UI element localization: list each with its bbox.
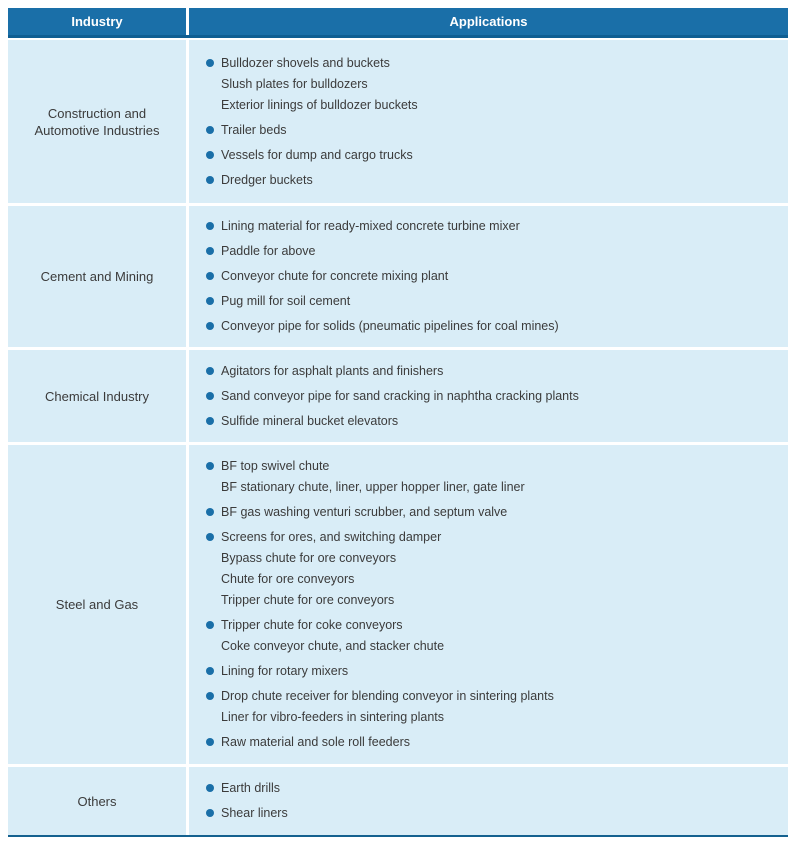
application-item xyxy=(206,120,778,141)
application-text: Vessels for dump and cargo trucks xyxy=(221,147,413,162)
application-text: Shear liners xyxy=(221,806,288,820)
industry-cell: Chemical Industry xyxy=(8,350,189,442)
application-group xyxy=(206,803,778,824)
application-item xyxy=(206,53,778,74)
application-group xyxy=(206,170,778,191)
industry-cell: Others xyxy=(8,767,189,835)
industry-cell: Construction and Automotive Industries xyxy=(8,40,189,203)
application-group xyxy=(206,615,778,657)
bullet-icon xyxy=(206,667,214,675)
table-row xyxy=(8,38,788,203)
application-text: Raw material and sole roll feeders xyxy=(221,735,410,749)
application-item xyxy=(206,216,778,237)
bullet-icon xyxy=(206,272,214,280)
application-item xyxy=(206,636,778,657)
application-item xyxy=(206,590,778,611)
application-text: Tripper chute for coke conveyors xyxy=(221,618,403,632)
applications-column-header: Applications xyxy=(449,14,528,29)
application-item xyxy=(206,170,778,191)
application-item xyxy=(206,361,778,382)
applications-cell xyxy=(189,445,788,764)
application-item xyxy=(206,615,778,636)
bullet-icon xyxy=(206,417,214,425)
bullet-icon xyxy=(206,809,214,817)
application-text: BF stationary chute, liner, upper hopper liner, gate liner xyxy=(221,480,525,494)
application-group xyxy=(206,411,778,432)
application-text: BF top swivel chute xyxy=(221,459,330,473)
industry-cell: Steel and Gas xyxy=(8,445,189,764)
application-item xyxy=(206,456,778,477)
industry-column-header: Industry xyxy=(8,8,189,35)
application-item xyxy=(206,778,778,799)
application-item xyxy=(206,686,778,707)
application-group xyxy=(206,145,778,166)
application-group xyxy=(206,216,778,237)
application-text: Sulfide mineral bucket elevators xyxy=(221,413,399,428)
bullet-icon xyxy=(206,59,214,67)
table-body xyxy=(8,38,788,835)
application-group xyxy=(206,502,778,523)
application-text: Dredger buckets xyxy=(221,172,313,187)
bullet-icon xyxy=(206,462,214,470)
application-group xyxy=(206,53,778,116)
bullet-icon xyxy=(206,297,214,305)
application-text: Earth drills xyxy=(221,781,281,795)
application-item xyxy=(206,502,778,523)
table-header-row xyxy=(8,8,788,38)
application-item xyxy=(206,569,778,590)
application-group xyxy=(206,527,778,611)
industry-applications-table xyxy=(8,8,788,837)
application-text: Trailer beds xyxy=(221,122,287,137)
application-group xyxy=(206,456,778,498)
applications-cell xyxy=(189,40,788,203)
application-text: Lining for rotary mixers xyxy=(221,664,349,678)
bullet-icon xyxy=(206,533,214,541)
application-text: Lining material for ready-mixed concrete turbine mixer xyxy=(221,219,520,233)
table-row xyxy=(8,347,788,442)
bullet-icon xyxy=(206,392,214,400)
application-item xyxy=(206,477,778,498)
application-text: BF gas washing venturi scrubber, and septum valve xyxy=(221,505,508,519)
table-row xyxy=(8,764,788,835)
table-row xyxy=(8,203,788,347)
application-group xyxy=(206,686,778,728)
application-item xyxy=(206,95,778,116)
application-text: Tripper chute for ore conveyors xyxy=(221,593,395,607)
application-text: Conveyor chute for concrete mixing plant xyxy=(221,269,449,283)
application-text: Bulldozer shovels and buckets xyxy=(221,55,390,70)
application-group xyxy=(206,241,778,262)
application-text: Agitators for asphalt plants and finishers xyxy=(221,363,444,378)
bullet-icon xyxy=(206,126,214,134)
application-text: Paddle for above xyxy=(221,244,316,258)
application-item xyxy=(206,527,778,548)
application-text: Bypass chute for ore conveyors xyxy=(221,551,397,565)
application-text: Chute for ore conveyors xyxy=(221,572,355,586)
application-group xyxy=(206,120,778,141)
bullet-icon xyxy=(206,151,214,159)
application-group xyxy=(206,778,778,799)
bullet-icon xyxy=(206,222,214,230)
application-item xyxy=(206,291,778,312)
application-group xyxy=(206,661,778,682)
bullet-icon xyxy=(206,247,214,255)
application-text: Liner for vibro-feeders in sintering plants xyxy=(221,710,445,724)
application-text: Sand conveyor pipe for sand cracking in naphtha cracking plants xyxy=(221,388,579,403)
application-group xyxy=(206,291,778,312)
application-item xyxy=(206,707,778,728)
bullet-icon xyxy=(206,621,214,629)
application-item xyxy=(206,548,778,569)
application-group xyxy=(206,386,778,407)
table-row xyxy=(8,442,788,764)
application-group xyxy=(206,266,778,287)
application-item xyxy=(206,386,778,407)
application-item xyxy=(206,316,778,337)
application-item xyxy=(206,803,778,824)
application-text: Coke conveyor chute, and stacker chute xyxy=(221,639,445,653)
application-group xyxy=(206,361,778,382)
application-text: Conveyor pipe for solids (pneumatic pipelines for coal mines) xyxy=(221,319,559,333)
bullet-icon xyxy=(206,784,214,792)
application-text: Drop chute receiver for blending conveyor in sintering plants xyxy=(221,689,554,703)
application-item xyxy=(206,145,778,166)
application-item xyxy=(206,241,778,262)
application-item xyxy=(206,74,778,95)
application-group xyxy=(206,732,778,753)
application-text: Slush plates for bulldozers xyxy=(221,76,368,91)
bullet-icon xyxy=(206,508,214,516)
industry-cell: Cement and Mining xyxy=(8,206,189,347)
bullet-icon xyxy=(206,322,214,330)
application-item xyxy=(206,266,778,287)
application-item xyxy=(206,411,778,432)
bullet-icon xyxy=(206,176,214,184)
applications-cell xyxy=(189,206,788,347)
application-text: Pug mill for soil cement xyxy=(221,294,351,308)
application-item xyxy=(206,732,778,753)
bullet-icon xyxy=(206,367,214,375)
applications-cell xyxy=(189,767,788,835)
application-item xyxy=(206,661,778,682)
bullet-icon xyxy=(206,738,214,746)
bullet-icon xyxy=(206,692,214,700)
application-text: Screens for ores, and switching damper xyxy=(221,530,442,544)
applications-cell xyxy=(189,350,788,442)
application-group xyxy=(206,316,778,337)
application-text: Exterior linings of bulldozer buckets xyxy=(221,97,418,112)
